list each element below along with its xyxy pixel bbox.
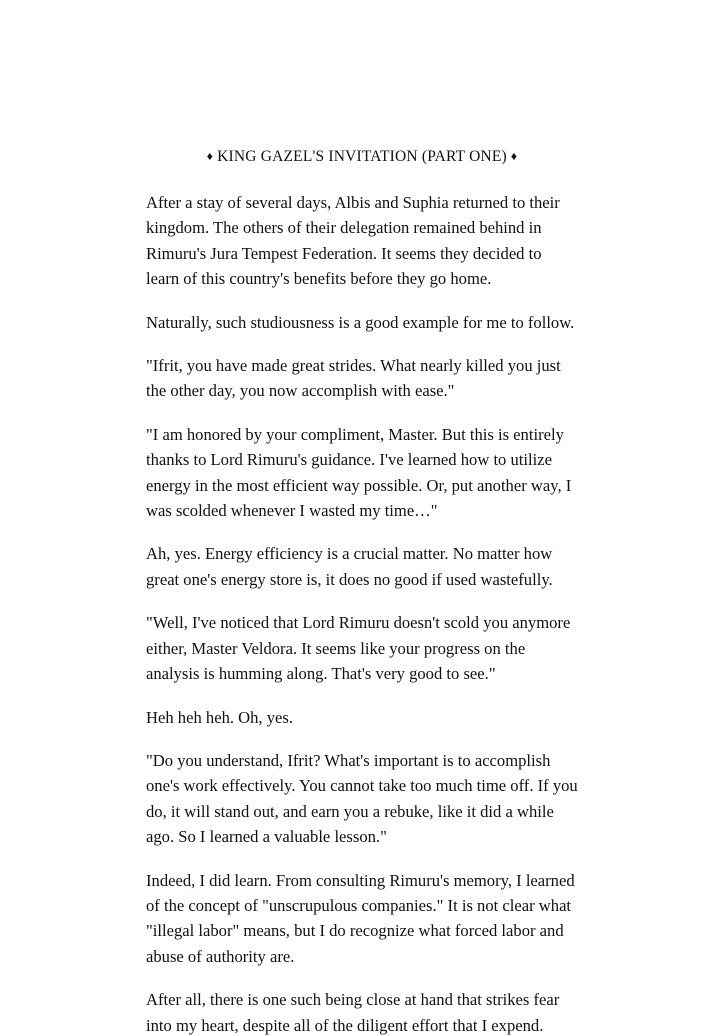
chapter-heading	[146, 148, 578, 166]
body-paragraph: Heh heh heh. Oh, yes.	[146, 707, 294, 727]
body-paragraph: After all, there is one such being close at hand that strikes fear into my heart, despite all of the diligent effort that I expend.	[146, 990, 560, 1035]
page-text-block	[146, 148, 578, 1036]
body-paragraph: Indeed, I did learn. From consulting Rimuru's memory, I learned of the concept of "unscrupulous companies." It is not clear what "illegal labor" means, but I do recognize what forced labor and abuse of authority are.	[146, 870, 575, 966]
body-paragraph: "Well, I've noticed that Lord Rimuru doesn't scold you anymore either, Master Veldora. It seems like your progress on the analysis is humming along. That's very good to see."	[146, 613, 571, 684]
body-paragraph: After a stay of several days, Albis and Suphia returned to their kingdom. The others of their delegation remained behind in Rimuru's Jura Tempest Federation. It seems they decided to learn of this country's benefits before they go home.	[146, 193, 560, 289]
diamond-ornament-left-icon: ♦	[206, 148, 214, 163]
diamond-ornament-right-icon: ♦	[510, 148, 518, 163]
body-paragraph: "I am honored by your compliment, Master. But this is entirely thanks to Lord Rimuru's guidance. I've learned how to utilize energy in the most efficient way possible. Or, put another way, I was scolded whenever I wasted my time…"	[146, 424, 572, 521]
chapter-title: KING GAZEL'S INVITATION (PART ONE)	[217, 148, 507, 165]
body-paragraph: "Ifrit, you have made great strides. What nearly killed you just the other day, you now accomplish with ease."	[146, 356, 561, 401]
body-paragraph: Naturally, such studiousness is a good example for me to follow.	[146, 312, 575, 332]
body-paragraph: "Do you understand, Ifrit? What's important is to accomplish one's work effectively. You cannot take too much time off. If you do, it will stand out, and earn you a rebuke, like it did a while ago. So I learned a valuable lesson."	[146, 750, 578, 847]
body-paragraph: Ah, yes. Energy efficiency is a crucial matter. No matter how great one's energy store is, it does no good if used wastefully.	[146, 544, 553, 589]
